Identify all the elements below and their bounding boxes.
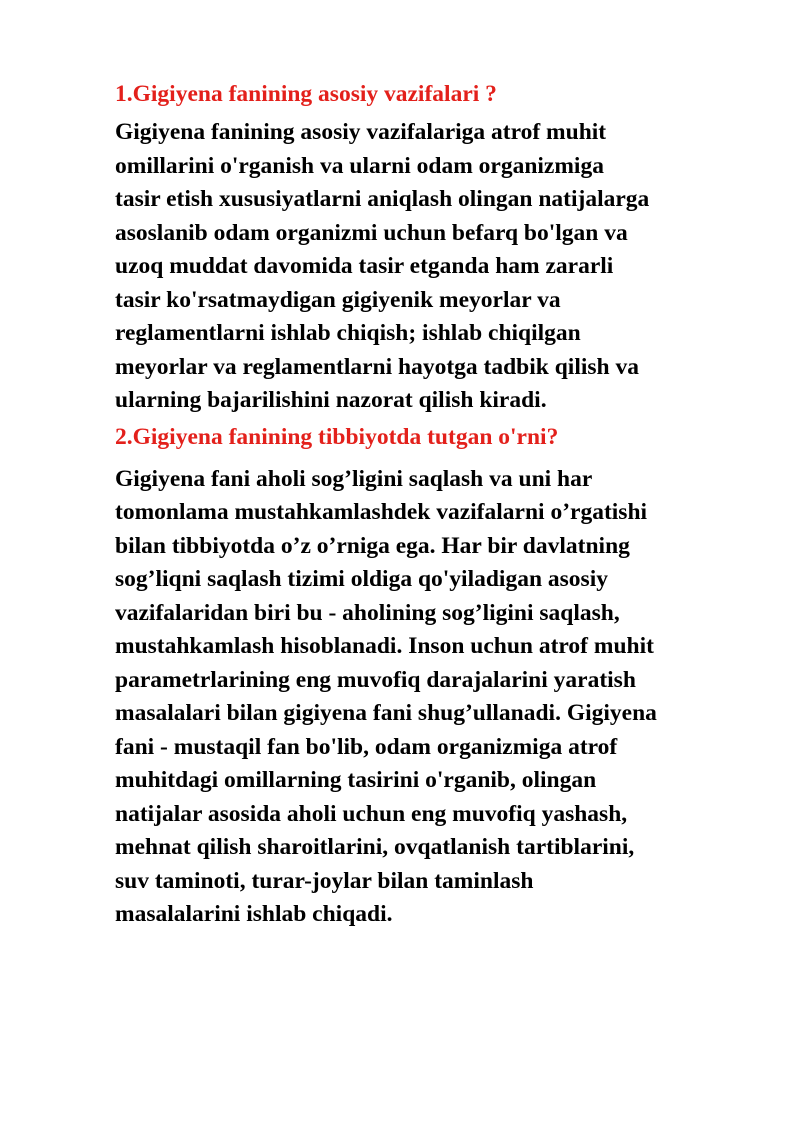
paragraph-line: bilan tibbiyotda o’z o’rniga ega. Har bir davlatning	[115, 532, 630, 559]
paragraph-line: mehnat qilish sharoitlarini, ovqatlanish tartiblarini,	[115, 834, 635, 860]
section-1-heading: 1.Gigiyena fanining asosiy vazifalari ?	[115, 81, 497, 107]
paragraph-line: reglamentlarni ishlab chiqish; ishlab chiqilgan	[115, 320, 581, 346]
paragraph-line: Gigiyena fani aholi sog’ligini saqlash va uni har	[115, 465, 593, 492]
paragraph-line: masalalari bilan gigiyena fani shug’ullanadi. Gigiyena	[115, 700, 657, 726]
paragraph-line: muhitdagi omillarning tasirini o'rganib, olingan	[115, 767, 597, 793]
paragraph-line: suv taminoti, turar-joylar bilan taminlash	[115, 867, 534, 894]
paragraph-line: parametrlarining eng muvofiq darajalarini yaratish	[115, 666, 636, 693]
paragraph-line: tomonlama mustahkamlashdek vazifalarni o’rgatishi	[115, 499, 648, 525]
paragraph-line: meyorlar va reglamentlarni hayotga tadbik qilish va	[115, 353, 639, 380]
document-page	[115, 78, 755, 932]
paragraph-line: tasir ko'rsatmaydigan gigiyenik meyorlar va	[115, 286, 561, 313]
paragraph-line: sog’liqni saqlash tizimi oldiga qo'yiladigan asosiy	[115, 566, 608, 592]
paragraph-line: natijalar asosida aholi uchun eng muvofiq yashash,	[115, 800, 628, 827]
paragraph-line: fani - mustaqil fan bo'lib, odam organizmiga atrof	[115, 733, 618, 760]
paragraph-line: Gigiyena fanining asosiy vazifalariga atrof muhit	[115, 119, 607, 145]
paragraph-line: ularning bajarilishini nazorat qilish kiradi.	[115, 387, 547, 413]
paragraph-line: asoslanib odam organizmi uchun befarq bo'lgan va	[115, 219, 628, 246]
paragraph-line: vazifalaridan biri bu - aholining sog’ligini saqlash,	[115, 599, 620, 626]
section-2-paragraph	[115, 463, 755, 932]
paragraph-line: tasir etish xususiyatlarni aniqlash olingan natijalarga	[115, 186, 650, 212]
section-2-heading: 2.Gigiyena fanining tibbiyotda tutgan o'rni?	[115, 423, 559, 450]
paragraph-line: mustahkamlash hisoblanadi. Inson uchun atrof muhit	[115, 633, 654, 659]
paragraph-line: masalalarini ishlab chiqadi.	[115, 901, 393, 927]
paragraph-line: omillarini o'rganish va ularni odam organizmiga	[115, 152, 604, 179]
paragraph-line: uzoq muddat davomida tasir etganda ham zararli	[115, 253, 614, 279]
section-1-paragraph	[115, 116, 755, 418]
